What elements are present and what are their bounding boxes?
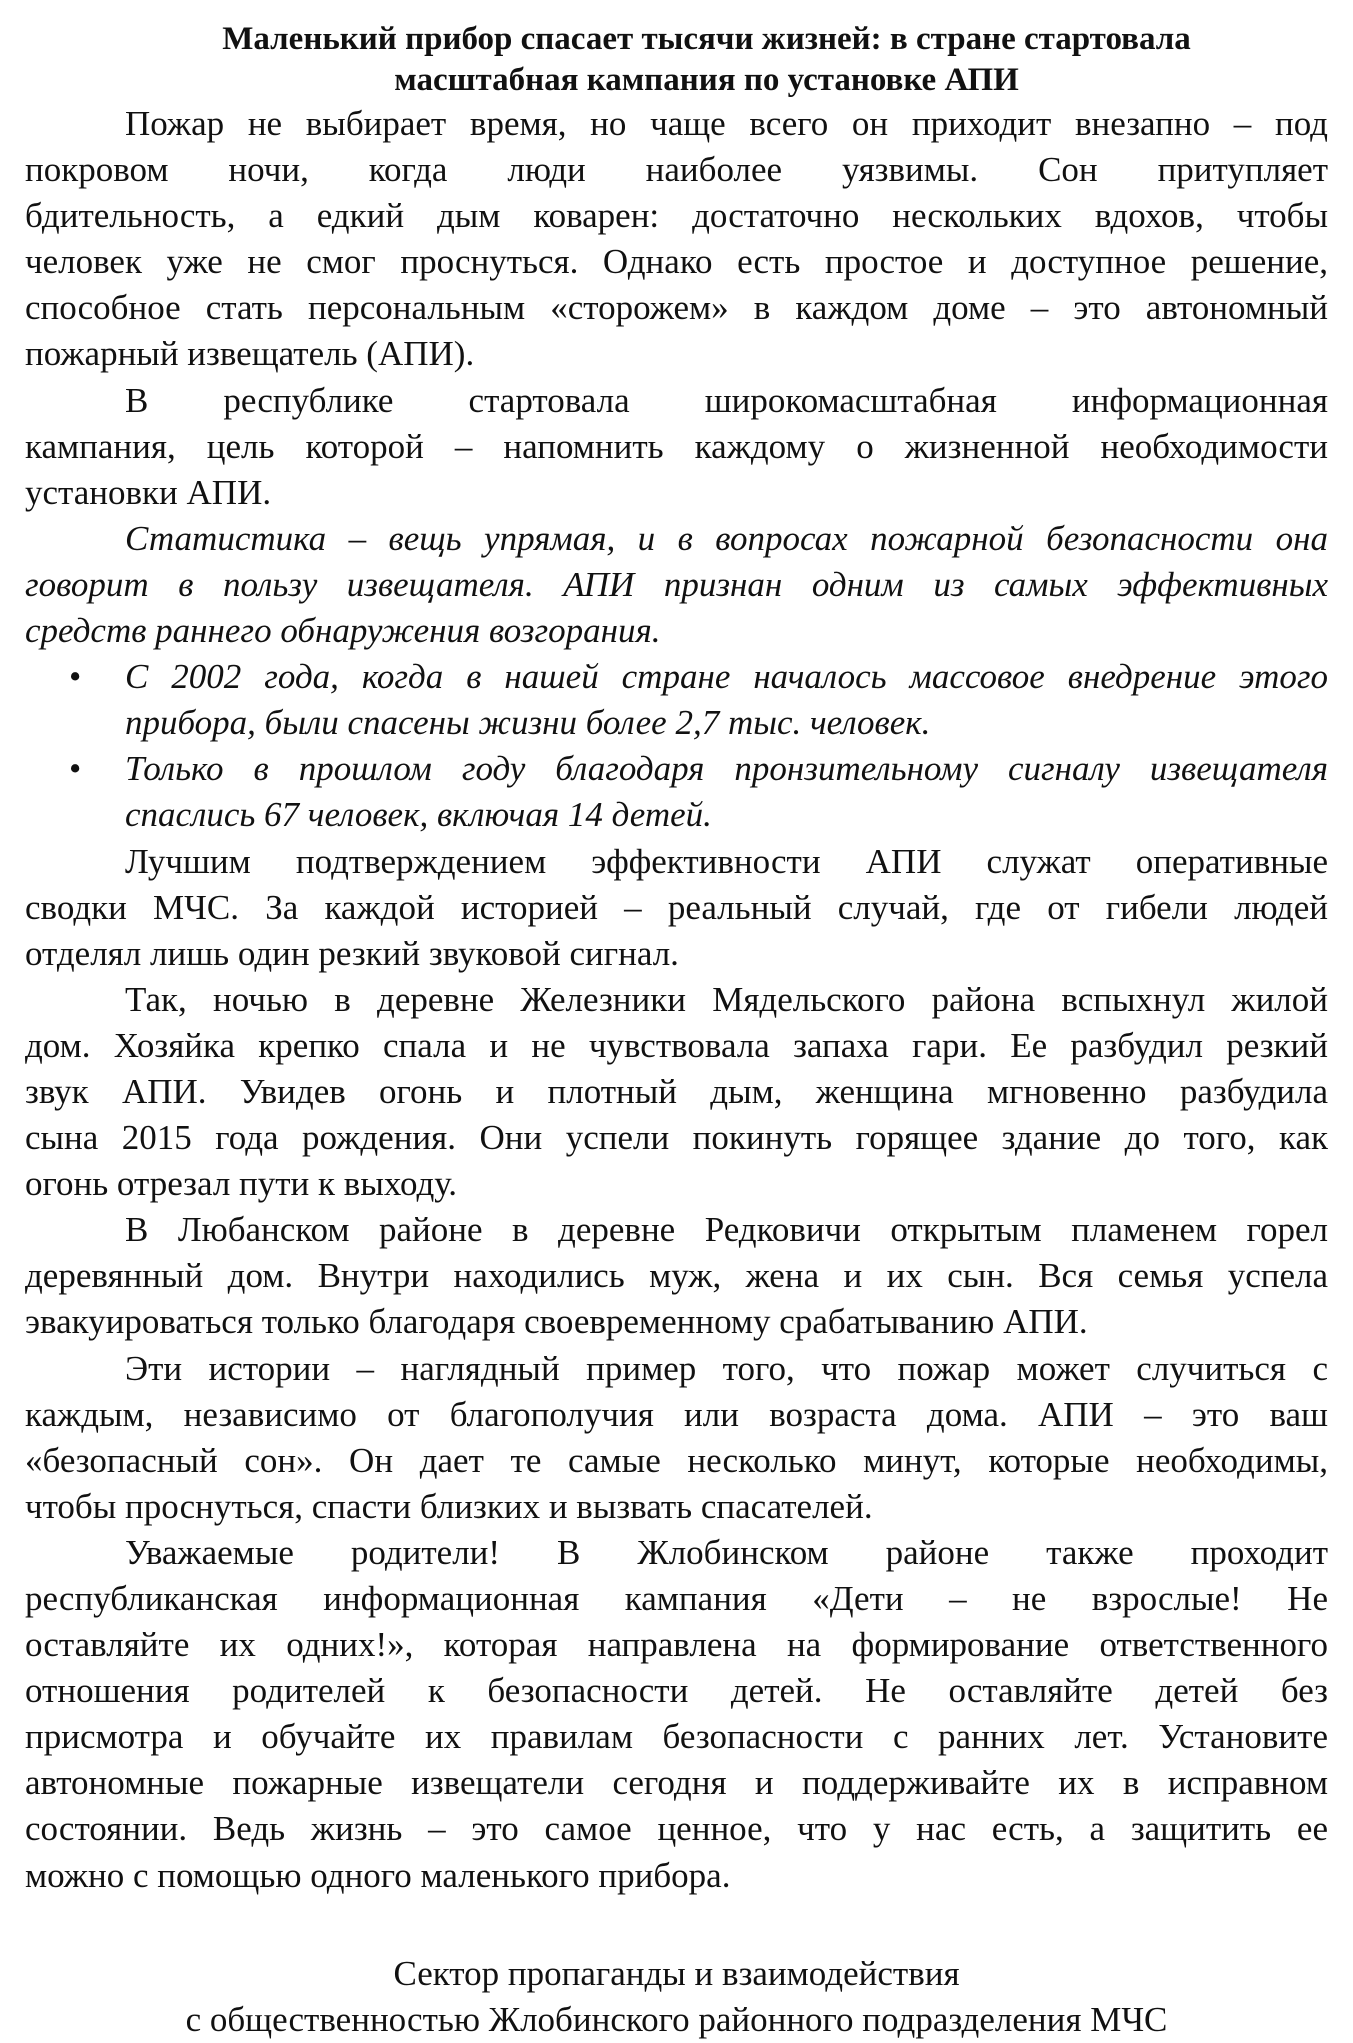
text-line: присмотра и обучайте их правилам безопасности с ранних лет. Установите [25, 1717, 1328, 1757]
text-line: В республике стартовала широкомасштабная информационная [125, 380, 1328, 420]
statistics-list [25, 654, 1328, 838]
text-line: каждым, независимо от благополучия или возраста дома. АПИ – это ваш [25, 1394, 1328, 1434]
document [25, 0, 1328, 2043]
list-item-text: спаслись 67 человек, включая 14 детей. [125, 795, 712, 835]
text-line: Уважаемые родители! В Жлобинском районе также проходит [125, 1532, 1328, 1572]
title-line-1: Маленький прибор спасает тысячи жизней: в стране стартовала [222, 21, 1191, 57]
text-line: покровом ночи, когда люди наиболее уязвимы. Сон притупляет [25, 150, 1328, 190]
paragraph [25, 516, 1328, 654]
text-line: деревянный дом. Внутри находились муж, жена и их сын. Вся семья успела [25, 1256, 1328, 1296]
text-line: можно с помощью одного маленького прибора. [25, 1855, 731, 1895]
text-line: сына 2015 года рождения. Они успели покинуть горящее здание до того, как [25, 1118, 1328, 1158]
text-line: дом. Хозяйка крепко спала и не чувствовала запаха гари. Ее разбудил резкий [25, 1025, 1328, 1065]
text-line: Пожар не выбирает время, но чаще всего он приходит внезапно – под [125, 104, 1328, 143]
list-item-text: прибора, были спасены жизни более 2,7 тыс. человек. [125, 703, 931, 743]
article-body-intro [25, 101, 1328, 654]
text-line: Статистика – вещь упрямая, и в вопросах пожарной безопасности она [125, 518, 1328, 558]
text-line: Эти истории – наглядный пример того, что пожар может случиться с [125, 1348, 1328, 1388]
text-line: отделял лишь один резкий звуковой сигнал. [25, 933, 679, 973]
bullet-icon: • [69, 657, 82, 697]
text-line: В Любанском районе в деревне Редковичи открытым пламенем горел [125, 1210, 1328, 1250]
paragraph [25, 839, 1328, 977]
list-item [25, 746, 1328, 838]
list-item-text: Только в прошлом году благодаря пронзительному сигналу извещателя [125, 749, 1328, 789]
text-line: пожарный извещатель (АПИ). [25, 334, 475, 374]
signature [25, 1951, 1328, 2043]
signature-line-1: Сектор пропаганды и взаимодействия [393, 1953, 960, 1993]
text-line: «безопасный сон». Он дает те самые несколько минут, которые необходимы, [25, 1440, 1328, 1480]
text-line: средств раннего обнаружения возгорания. [25, 611, 661, 651]
signature-line-2: с общественностью Жлобинского районного подразделения МЧС [185, 1999, 1168, 2039]
text-line: звук АПИ. Увидев огонь и плотный дым, женщина мгновенно разбудила [25, 1071, 1328, 1111]
text-line: бдительность, а едкий дым коварен: достаточно нескольких вдохов, чтобы [25, 196, 1328, 236]
text-line: человек уже не смог проснуться. Однако есть простое и доступное решение, [25, 242, 1328, 282]
text-line: республиканская информационная кампания «Дети – не взрослые! Не [25, 1579, 1328, 1618]
title-line-2: масштабная кампания по установке АПИ [394, 62, 1019, 98]
text-line: оставляйте их одних!», которая направлена на формирование ответственного [25, 1625, 1328, 1665]
list-item [25, 654, 1328, 746]
text-line: Так, ночью в деревне Железники Мядельского района вспыхнул жилой [125, 979, 1328, 1019]
text-line: чтобы проснуться, спасти близких и вызвать спасателей. [25, 1486, 873, 1526]
paragraph [25, 1346, 1328, 1530]
text-line: установки АПИ. [25, 472, 272, 512]
text-line: способное стать персональным «сторожем» в каждом доме – это автономный [25, 288, 1328, 328]
paragraph [25, 977, 1328, 1207]
paragraph [25, 378, 1328, 516]
text-line: отношения родителей к безопасности детей. Не оставляйте детей без [25, 1671, 1328, 1711]
paragraph [25, 1530, 1328, 1899]
text-line: эвакуироваться только благодаря своевременному срабатыванию АПИ. [25, 1302, 1088, 1342]
article-body-stories [25, 839, 1328, 1899]
bullet-icon: • [69, 749, 82, 789]
list-item-text: С 2002 года, когда в нашей стране началось массовое внедрение этого [125, 657, 1328, 697]
text-line: огонь отрезал пути к выходу. [25, 1164, 458, 1204]
paragraph [25, 101, 1328, 378]
text-line: состоянии. Ведь жизнь – это самое ценное, что у нас есть, а защитить ее [25, 1809, 1328, 1849]
text-line: Лучшим подтверждением эффективности АПИ служат оперативные [125, 841, 1328, 881]
text-line: кампания, цель которой – напомнить каждому о жизненной необходимости [25, 426, 1328, 466]
paragraph [25, 1207, 1328, 1345]
text-line: автономные пожарные извещатели сегодня и поддерживайте их в исправном [25, 1763, 1328, 1803]
article-title [25, 19, 1328, 101]
text-line: сводки МЧС. За каждой историей – реальный случай, где от гибели людей [25, 887, 1328, 927]
text-line: говорит в пользу извещателя. АПИ признан одним из самых эффективных [25, 564, 1328, 604]
